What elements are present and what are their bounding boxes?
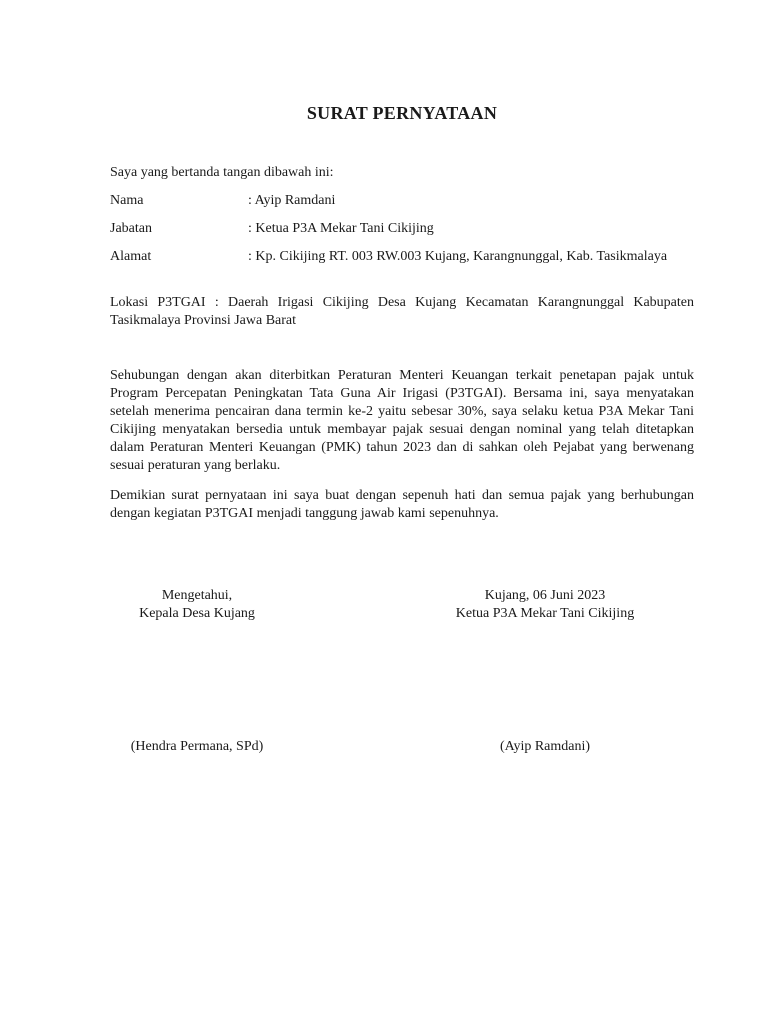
field-alamat: [110, 248, 694, 266]
signature-left-name-block: [67, 738, 327, 756]
field-value-nama: : Ayip Ramdani: [248, 193, 336, 208]
lokasi-text: Lokasi P3TGAI : Daerah Irigasi Cikijing Desa Kujang Kecamatan Karangnunggal Kabupaten Tasikmalaya Provinsi Jawa Barat: [110, 295, 694, 328]
signature-right-header: [415, 587, 675, 623]
body-paragraph-1: [110, 367, 694, 475]
field-value-jabatan: : Ketua P3A Mekar Tani Cikijing: [248, 221, 434, 236]
signature-right-line1: Kujang, 06 Juni 2023: [484, 588, 606, 603]
intro-line: Saya yang bertanda tangan dibawah ini:: [110, 165, 334, 180]
signature-left-name: (Hendra Permana, SPd): [130, 739, 264, 754]
body-paragraph-2: [110, 487, 694, 523]
field-jabatan: [110, 220, 694, 238]
signature-left-line2: Kepala Desa Kujang: [139, 606, 255, 621]
signature-right-name-block: [415, 738, 675, 756]
field-label-alamat: Alamat: [110, 249, 152, 264]
paragraph-1-text: Sehubungan dengan akan diterbitkan Peraturan Menteri Keuangan terkait penetapan pajak untuk Program Percepatan Peningkatan Tata Guna Air Irigasi (P3TGAI). Bersama ini, saya menyatakan setelah menerima pencairan dana termin ke-2 yaitu sebesar 30%, saya selaku ketua P3A Mekar Tani Cikijing menyatakan bersedia untuk membayar pajak sesuai dengan nominal yang telah ditetapkan dalam Peraturan Menteri Keuangan (PMK) tahun 2023 dan di sahkan oleh Pejabat yang berwenang sesuai peraturan yang berlaku.: [110, 368, 694, 473]
signature-right-name: (Ayip Ramdani): [499, 739, 591, 754]
field-label-jabatan: Jabatan: [110, 221, 152, 236]
document-title: SURAT PERNYATAAN: [306, 103, 498, 123]
signature-left-line1: Mengetahui,: [161, 588, 233, 603]
lokasi-paragraph: [110, 294, 694, 330]
field-value-alamat: : Kp. Cikijing RT. 003 RW.003 Kujang, Karangnunggal, Kab. Tasikmalaya: [248, 249, 668, 264]
signature-left-header: [67, 587, 327, 623]
field-nama: [110, 192, 694, 210]
field-label-nama: Nama: [110, 193, 144, 208]
signature-right-line2: Ketua P3A Mekar Tani Cikijing: [455, 606, 635, 621]
intro-text: [110, 164, 694, 182]
paragraph-2-text: Demikian surat pernyataan ini saya buat dengan sepenuh hati dan semua pajak yang berhubungan dengan kegiatan P3TGAI menjadi tanggung jawab kami sepenuhnya.: [110, 488, 694, 521]
